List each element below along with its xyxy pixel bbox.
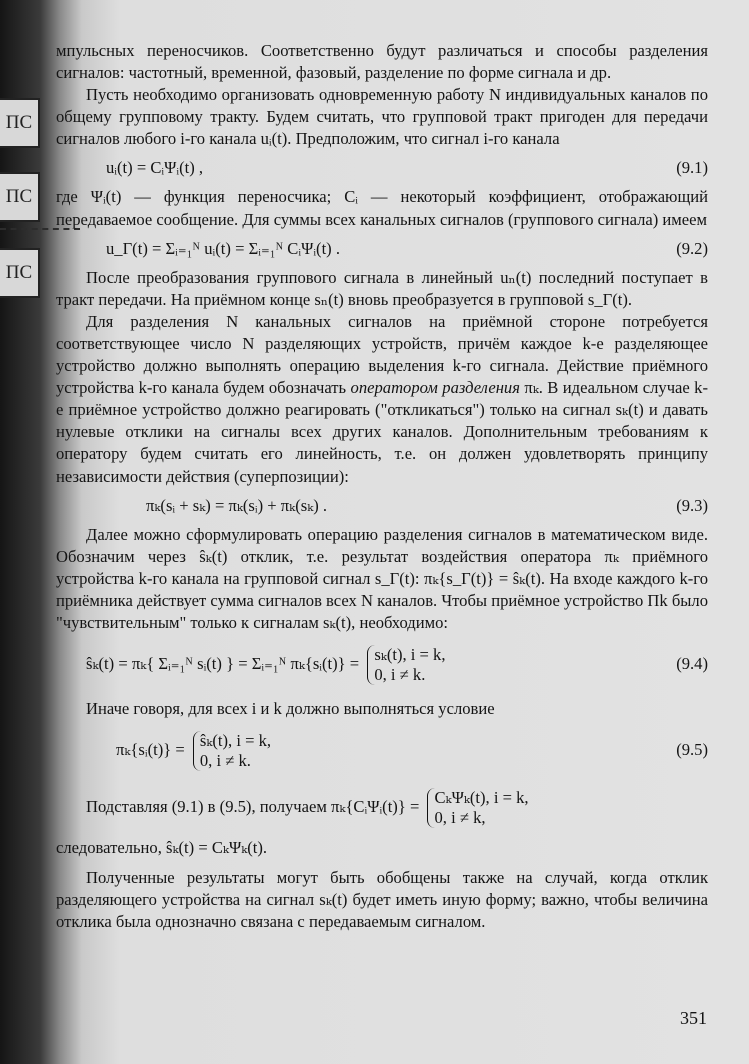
case-line: CₖΨₖ(t), i = k, [434,788,529,808]
cases-brace [427,788,528,828]
paragraph: После преобразования группового сигнала в линейный uₙ(t) последний поступает в тракт передачи. На приёмном конце sₙ(t) вновь преобразуется в групповой s_Г(t). [56,267,708,309]
equation-body: u_Г(t) = Σᵢ₌₁ᴺ uᵢ(t) = Σᵢ₌₁ᴺ CᵢΨᵢ(t) . [106,238,341,258]
equation-lhs: πₖ{CᵢΨᵢ(t)} = [331,796,420,816]
body-text [56,40,708,934]
equation-lhs: ŝₖ(t) = πₖ{ Σᵢ₌₁ᴺ sᵢ(t) } = Σᵢ₌₁ᴺ πₖ{sᵢ(t)} = [86,653,360,673]
paragraph: Полученные результаты могут быть обобщены также на случай, когда отклик разделяющего устройства на сигнал sₖ(t) будет иметь иную форму; важно, чтобы величина отклика была однозначно связана с передаваемым сигналом. [56,868,708,932]
case-line: ŝₖ(t), i = k, [199,731,272,751]
equation-9-2 [56,232,708,266]
page-number: 351 [680,1008,707,1028]
equation-body: uᵢ(t) = CᵢΨᵢ(t) , [106,158,204,178]
equation-body: πₖ(sᵢ + sₖ) = πₖ(sᵢ) + πₖ(sₖ) . [146,495,328,515]
equation-number: (9.3) [676,495,708,515]
equation-number: (9.1) [676,158,708,178]
paragraph: где Ψᵢ(t) — функция переносчика; Cᵢ — некоторый коэффициент, отображающий передаваемое сообщение. Для суммы всех канальных сигналов (группового сигнала) имеем [56,187,708,229]
case-line: 0, i ≠ k. [374,665,426,685]
equation-number: (9.4) [676,654,708,674]
cases-brace [193,731,271,771]
paragraph: Подставляя (9.1) в (9.5), получаем [86,796,327,816]
cases-brace [367,645,445,685]
equation-substitution [56,784,708,836]
case-line: sₖ(t), i = k, [374,645,446,665]
paragraph [56,311,708,488]
equation-body [116,731,271,771]
paragraph: следовательно, ŝₖ(t) = CₖΨₖ(t). [56,838,268,858]
emphasis-term: оператором разделения [350,378,520,398]
paragraph-part: πₖ. В идеальном случае k-е приёмное устройство должно реагировать ("откликаться") только на сигнал sₖ(t) и давать нулевые отклики на сигналы всех других каналов. Дополнительным требованиям к оператору будем считать его линейность, т.е. он должен удовлетворять принципу независимости действия (суперпозиции): [56,378,709,486]
margin-box-ps: ПС [0,98,40,148]
equation-9-5 [56,721,708,783]
margin-box-ps: ПС [0,248,40,298]
equation-number: (9.5) [676,740,708,760]
equation-body [86,788,529,828]
equation-lhs: πₖ{sᵢ(t)} = [116,739,185,759]
equation-9-1 [56,151,708,185]
paragraph: Далее можно сформулировать операцию разделения сигналов в математическом виде. Обозначим через ŝₖ(t) отклик, т.е. результат воздействия оператора πₖ приёмного устройства k-го канала на групповой сигнал s_Г(t): πₖ{s_Г(t)} = ŝₖ(t). На входе каждого k-го приёмника действует сумма сигналов всех N каналов. Чтобы приёмное устройство Пk было "чувствительным" только к сигналам sₖ(t), необходимо: [56,524,709,632]
paragraph-part: Для разделения N канальных сигналов на приёмной стороне потребуется соответствующее число N разделяющих устройств, причём каждое k-е разделяющее устройство должно выполнять операцию выделения k-го сигнала. Действие приёмного устройства k-го канала будем обозначать [56,311,708,398]
equation-number: (9.2) [676,238,708,258]
paragraph: мпульсных переносчиков. Соответственно будут различаться и способы разделения сигналов: частотный, временной, фазовый, разделение по форме сигнала и др. [56,41,708,83]
case-line: 0, i ≠ k. [199,751,251,771]
paragraph: Пусть необходимо организовать одновременную работу N индивидуальных каналов по общему групповому тракту. Будем считать, что групповой тракт пригоден для передачи сигналов любого i-го канала uᵢ(t). Предположим, что сигнал i-го канала [56,85,708,149]
equation-9-3 [56,489,708,523]
equation-body [86,645,446,685]
equation-9-4 [56,635,708,697]
case-line: 0, i ≠ k, [434,808,486,828]
margin-box-ps: ПС [0,172,40,222]
paragraph: Иначе говоря, для всех i и k должно выполняться условие [86,699,495,719]
